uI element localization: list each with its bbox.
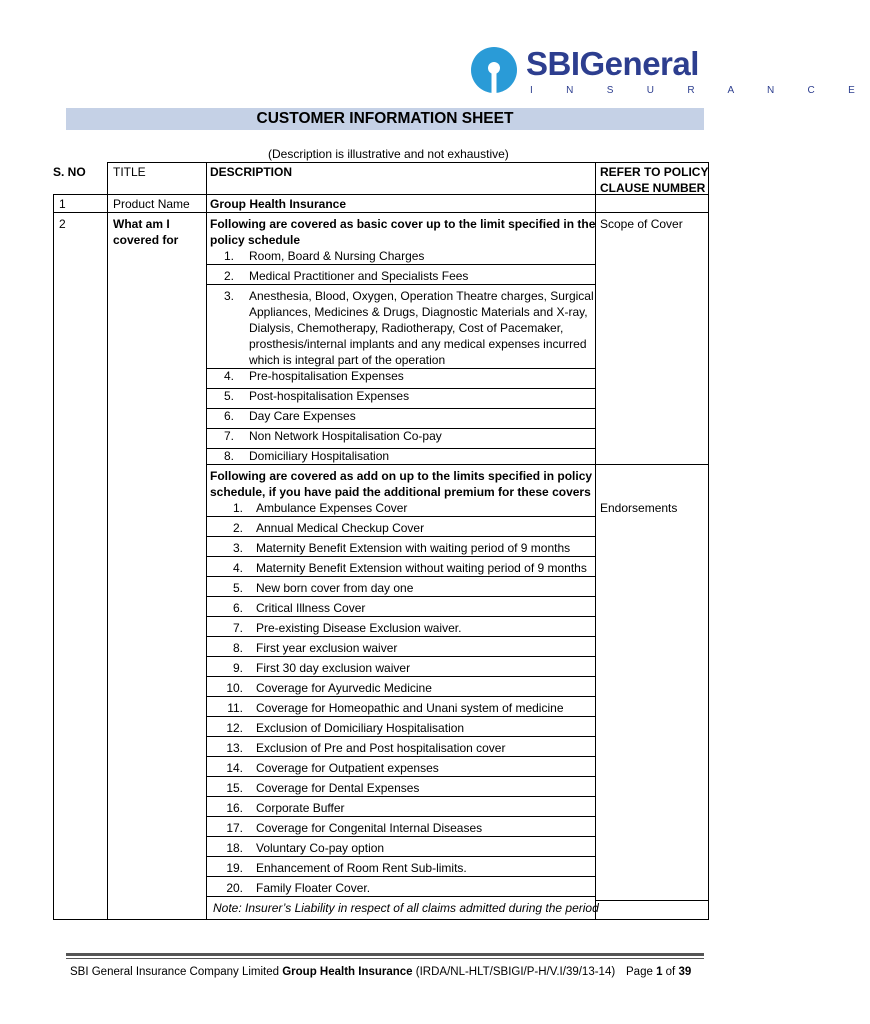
- item-divider: [206, 816, 595, 817]
- basic-item: Appliances, Medicines & Drugs, Diagnostic Materials and X-ray,: [249, 305, 588, 319]
- page-of: of: [662, 966, 679, 978]
- addon-heading-line2: schedule, if you have paid the additional premium for these covers: [210, 485, 591, 499]
- basic-item-num: 2.: [223, 269, 234, 283]
- row2-sno: 2: [59, 217, 66, 231]
- addon-item: Ambulance Expenses Cover: [256, 501, 408, 515]
- basic-item-num: 3.: [223, 289, 234, 303]
- col-divider: [53, 194, 54, 920]
- basic-item: Non Network Hospitalisation Co-pay: [249, 429, 442, 443]
- addon-item: Annual Medical Checkup Cover: [256, 521, 425, 535]
- basic-cover-refer: Scope of Cover: [600, 217, 683, 231]
- header-sno: S. NO: [53, 165, 86, 179]
- row1-description: Group Health Insurance: [210, 197, 347, 211]
- item-divider: [206, 264, 595, 265]
- row1-title: Product Name: [113, 197, 190, 211]
- logo-subtext: I N S U R A N C E: [530, 85, 870, 96]
- addon-item-num: 6.: [232, 601, 243, 615]
- addon-heading-line1: Following are covered as add on up to the limits specified in policy: [210, 469, 593, 483]
- addon-item: Maternity Benefit Extension with waiting period of 9 months: [256, 541, 571, 555]
- header-refer-line1: REFER TO POLICY: [600, 165, 709, 179]
- footer-uin: (IRDA/NL-HLT/SBIGI/P-H/V.I/39/13-14): [412, 966, 616, 978]
- addon-item-num: 18.: [226, 841, 243, 855]
- addon-item: Coverage for Dental Expenses: [256, 781, 420, 795]
- document-title-band: [66, 108, 704, 130]
- addon-item: Exclusion of Domiciliary Hospitalisation: [256, 721, 465, 735]
- item-divider: [206, 556, 595, 557]
- addon-item-num: 12.: [226, 721, 243, 735]
- description-note: (Description is illustrative and not exhaustive): [268, 147, 509, 161]
- item-divider: [206, 796, 595, 797]
- addon-item: Family Floater Cover.: [256, 881, 371, 895]
- basic-item: Anesthesia, Blood, Oxygen, Operation Theatre charges, Surgical: [249, 289, 594, 303]
- basic-item: Pre-hospitalisation Expenses: [249, 369, 404, 383]
- addon-item-num: 15.: [226, 781, 243, 795]
- item-divider: [206, 656, 595, 657]
- col-divider: [708, 162, 709, 920]
- page-label: Page: [626, 966, 657, 978]
- item-divider: [206, 676, 595, 677]
- item-divider: [206, 536, 595, 537]
- basic-item-num: 5.: [223, 389, 234, 403]
- addon-item-num: 17.: [226, 821, 243, 835]
- liability-note: Note: Insurer’s Liability in respect of all claims admitted during the period: [213, 901, 599, 915]
- addon-item: Enhancement of Room Rent Sub-limits.: [256, 861, 467, 875]
- addon-refer: Endorsements: [600, 501, 678, 515]
- item-divider: [206, 736, 595, 737]
- customer-info-table: [53, 162, 709, 920]
- addon-item: New born cover from day one: [256, 581, 414, 595]
- basic-item-num: 4.: [223, 369, 234, 383]
- addon-item-num: 7.: [232, 621, 243, 635]
- row2-title-line2: covered for: [113, 233, 179, 247]
- item-divider: [206, 896, 595, 897]
- row-divider: [107, 162, 709, 163]
- page-current: 1: [656, 966, 663, 978]
- footer-text: [70, 966, 615, 978]
- addon-item: Maternity Benefit Extension without waiting period of 9 months: [256, 561, 587, 575]
- addon-item: Coverage for Homeopathic and Unani system of medicine: [256, 701, 564, 715]
- addon-item-num: 8.: [232, 641, 243, 655]
- page-total: 39: [678, 966, 692, 978]
- addon-item: Corporate Buffer: [256, 801, 345, 815]
- addon-item-num: 11.: [227, 701, 243, 715]
- addon-item-num: 13.: [226, 741, 243, 755]
- addon-item-num: 4.: [232, 561, 243, 575]
- addon-item: Voluntary Co-pay option: [256, 841, 385, 855]
- item-divider: [206, 284, 595, 285]
- addon-item: First year exclusion waiver: [256, 641, 398, 655]
- row-divider: [53, 919, 709, 920]
- item-divider: [206, 464, 595, 465]
- item-divider: [206, 856, 595, 857]
- header-refer-line2: CLAUSE NUMBER: [600, 181, 706, 195]
- addon-item-num: 10.: [226, 681, 243, 695]
- addon-item-num: 14.: [226, 761, 243, 775]
- footer-rule: [66, 958, 704, 959]
- item-divider: [206, 696, 595, 697]
- page-number: [626, 966, 691, 978]
- addon-item-num: 20.: [226, 881, 243, 895]
- basic-item-num: 6.: [223, 409, 234, 423]
- item-divider: [206, 636, 595, 637]
- basic-cover-heading-line1: Following are covered as basic cover up to the limit specified in the: [210, 217, 596, 231]
- item-divider: [206, 596, 595, 597]
- sbi-logo-icon: [470, 46, 518, 94]
- basic-item: which is integral part of the operation: [249, 353, 446, 367]
- item-divider: [595, 464, 709, 465]
- row2-title-line1: What am I: [113, 217, 170, 231]
- sbi-general-logo: [470, 44, 870, 104]
- addon-item-num: 9.: [232, 661, 243, 675]
- item-divider: [206, 716, 595, 717]
- basic-item: Medical Practitioner and Specialists Fees: [249, 269, 469, 283]
- addon-item: Coverage for Ayurvedic Medicine: [256, 681, 432, 695]
- addon-item-num: 16.: [226, 801, 243, 815]
- footer-rule: [66, 953, 704, 956]
- item-divider: [595, 900, 709, 901]
- document-title: CUSTOMER INFORMATION SHEET: [256, 110, 514, 127]
- addon-item-num: 3.: [232, 541, 243, 555]
- basic-item: Domiciliary Hospitalisation: [249, 449, 390, 463]
- basic-cover-heading-line2: policy schedule: [210, 233, 301, 247]
- item-divider: [206, 756, 595, 757]
- addon-item-num: 19.: [226, 861, 243, 875]
- basic-item: Dialysis, Chemotherapy, Radiotherapy, Cost of Pacemaker,: [249, 321, 564, 335]
- footer-company: SBI General Insurance Company Limited: [70, 966, 283, 978]
- basic-item-num: 7.: [223, 429, 234, 443]
- basic-item: Day Care Expenses: [249, 409, 356, 423]
- logo-brand-text: SBIGeneral: [526, 45, 699, 82]
- row1-sno: 1: [59, 197, 66, 211]
- header-description: DESCRIPTION: [210, 165, 293, 179]
- footer-product: Group Health Insurance: [282, 966, 413, 978]
- row-divider: [53, 212, 709, 213]
- item-divider: [206, 576, 595, 577]
- col-divider: [107, 162, 108, 920]
- col-divider: [595, 162, 596, 920]
- basic-item-num: 8.: [223, 449, 234, 463]
- addon-item-num: 1.: [232, 501, 243, 515]
- header-title: TITLE: [113, 165, 146, 179]
- addon-item: First 30 day exclusion waiver: [256, 661, 411, 675]
- addon-item: Coverage for Congenital Internal Diseases: [256, 821, 483, 835]
- item-divider: [206, 836, 595, 837]
- basic-item-num: 1.: [223, 249, 234, 263]
- addon-item-num: 5.: [232, 581, 243, 595]
- addon-item-num: 2.: [232, 521, 243, 535]
- basic-item: Room, Board & Nursing Charges: [249, 249, 425, 263]
- addon-item: Critical Illness Cover: [256, 601, 366, 615]
- item-divider: [206, 876, 595, 877]
- item-divider: [206, 616, 595, 617]
- item-divider: [206, 516, 595, 517]
- item-divider: [206, 776, 595, 777]
- addon-item: Coverage for Outpatient expenses: [256, 761, 439, 775]
- addon-item: Pre-existing Disease Exclusion waiver.: [256, 621, 462, 635]
- basic-item: prosthesis/internal implants and any medical expenses incurred: [249, 337, 587, 351]
- addon-item: Exclusion of Pre and Post hospitalisation cover: [256, 741, 506, 755]
- basic-item: Post-hospitalisation Expenses: [249, 389, 410, 403]
